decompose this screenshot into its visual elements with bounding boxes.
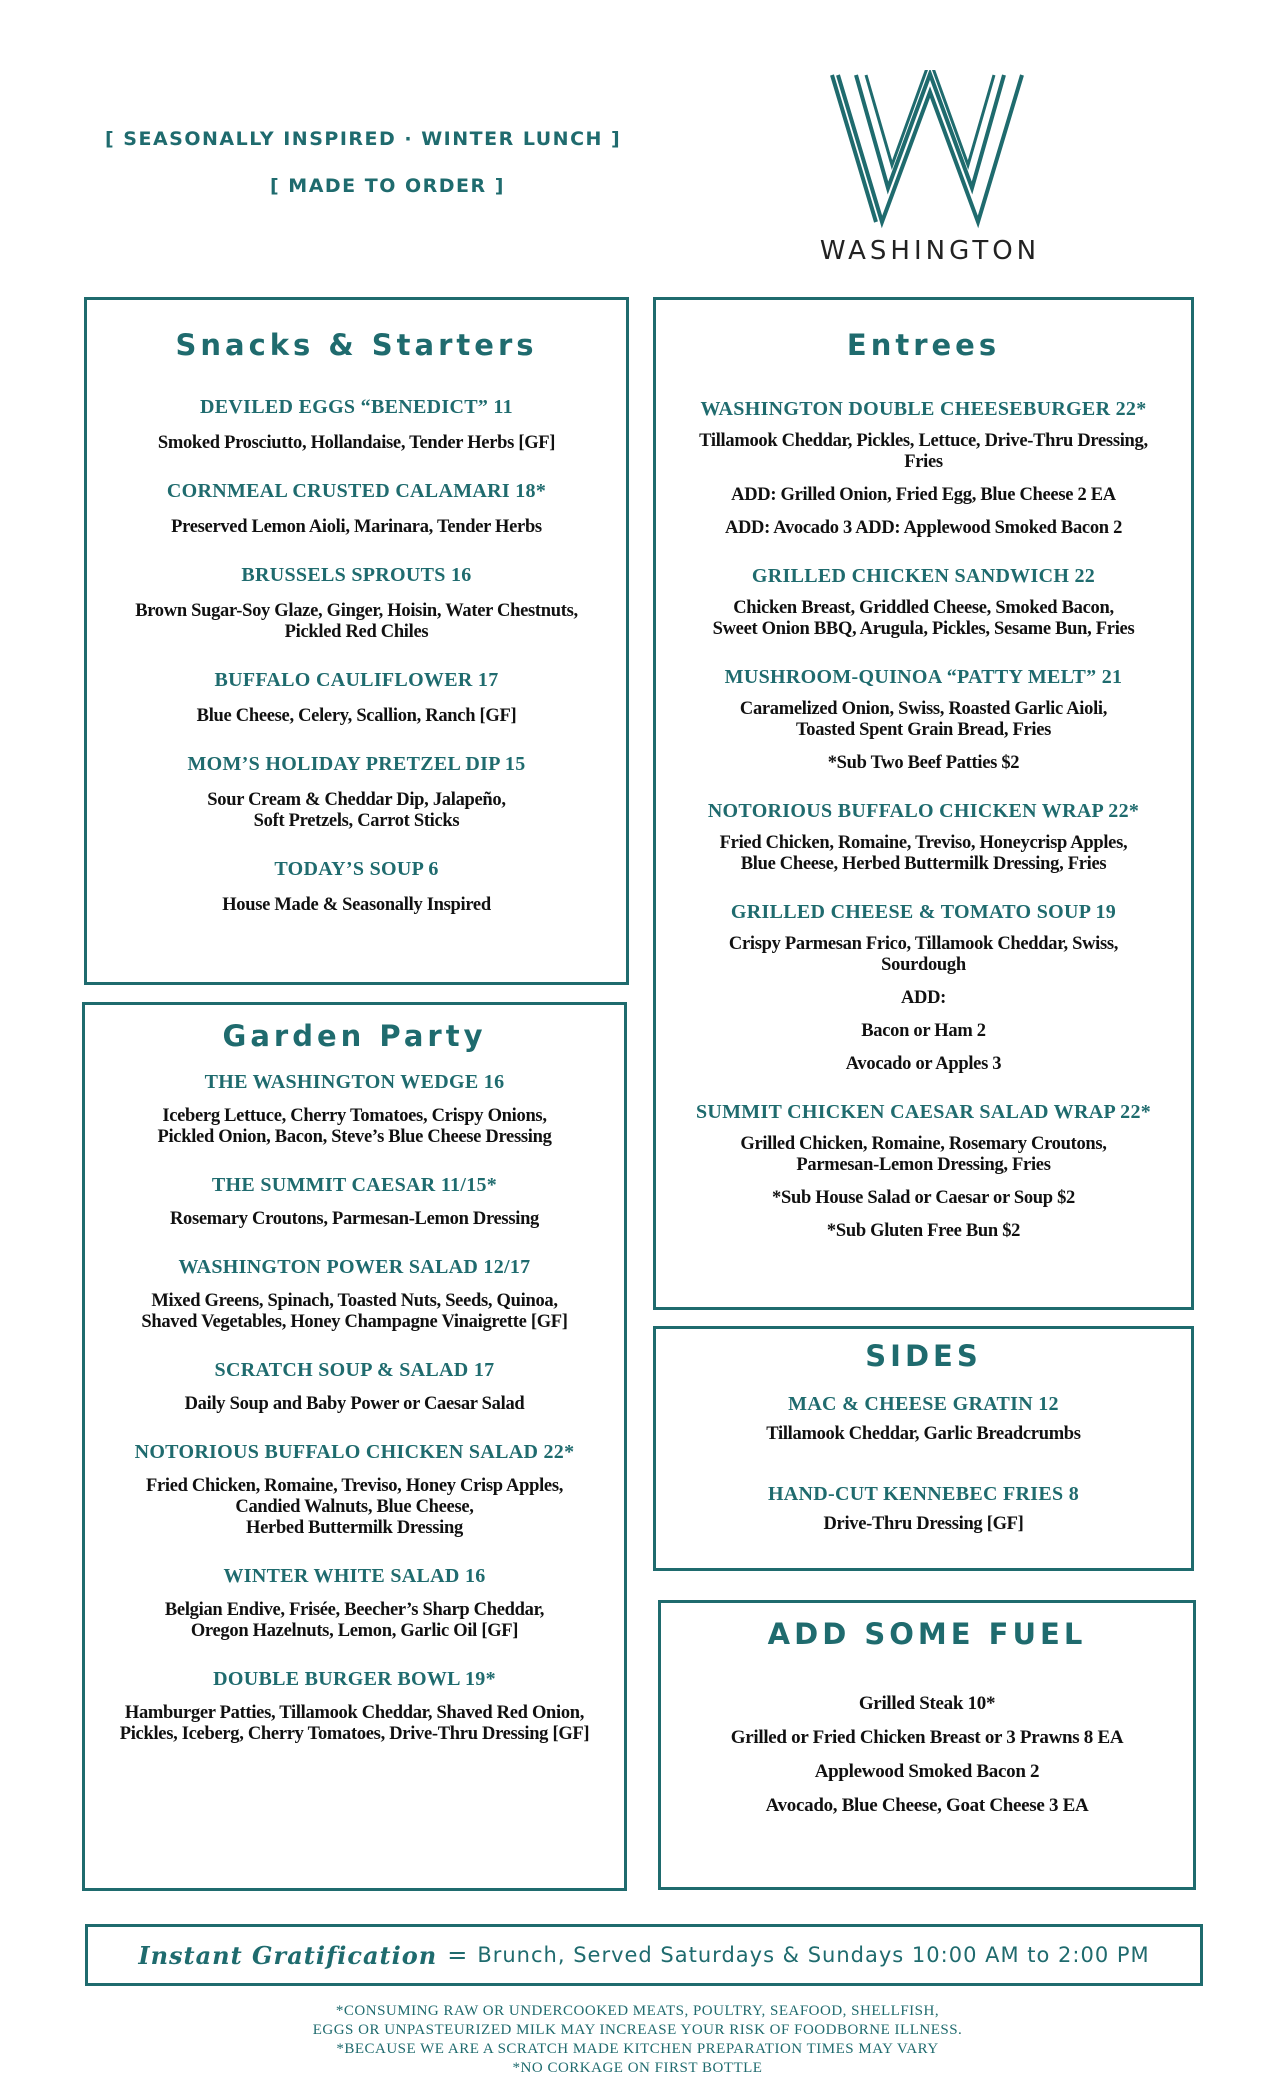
brunch-text: Brunch, Served Saturdays & Sundays 10:00 AM to 2:00 PM	[477, 1943, 1150, 1967]
item-description	[656, 598, 1191, 640]
item-description	[85, 1476, 624, 1539]
description-line: Caramelized Onion, Swiss, Roasted Garlic Aioli,	[739, 699, 1108, 719]
entrees-title: Entrees	[846, 328, 1001, 362]
fuel-lines	[661, 1693, 1193, 1816]
item-description	[656, 699, 1191, 741]
description-line: Brown Sugar-Soy Glaze, Ginger, Hoisin, Water Chestnuts,	[135, 601, 578, 621]
item-name: THE WASHINGTON WEDGE 16	[204, 1071, 505, 1093]
description-line: Soft Pretzels, Carrot Sticks	[253, 811, 460, 831]
item-description	[656, 1514, 1191, 1535]
footer-notice	[0, 2002, 1275, 2078]
description-line: Crispy Parmesan Frico, Tillamook Cheddar, Swiss,	[728, 934, 1119, 954]
fuel-line	[661, 1795, 1193, 1816]
description-line: Preserved Lemon Aioli, Marinara, Tender Herbs	[171, 517, 542, 537]
item-name: BRUSSELS SPROUTS 16	[241, 564, 472, 586]
menu-item	[87, 480, 626, 538]
logo-wordmark: WASHINGTON	[819, 236, 1041, 266]
menu-item	[87, 858, 626, 916]
menu-item	[656, 901, 1191, 1075]
description-line: Rosemary Croutons, Parmesan-Lemon Dressing	[169, 1209, 540, 1229]
entrees-items	[656, 398, 1191, 1242]
item-description	[87, 601, 626, 643]
description-line: Herbed Buttermilk Dressing	[246, 1518, 463, 1538]
menu-item	[85, 1565, 624, 1642]
item-name: THE SUMMIT CAESAR 11/15*	[211, 1174, 498, 1196]
tagline-line2: [ MADE TO ORDER ]	[270, 175, 505, 197]
menu-item	[656, 1393, 1191, 1445]
item-addon: ADD: Grilled Onion, Fried Egg, Blue Cheese 2 EA	[731, 485, 1116, 505]
description-line: Iceberg Lettuce, Cherry Tomatoes, Crispy Onions,	[162, 1106, 547, 1126]
fuel-line-text: Grilled Steak 10*	[858, 1693, 996, 1714]
menu-item	[656, 398, 1191, 539]
menu-item	[85, 1174, 624, 1230]
description-line: Sweet Onion BBQ, Arugula, Pickles, Sesame Bun, Fries	[712, 619, 1135, 639]
item-description	[87, 433, 626, 454]
menu-item	[656, 1101, 1191, 1242]
description-line: Pickled Red Chiles	[284, 622, 429, 642]
w-logo-icon	[830, 70, 1030, 230]
footer-line: *NO CORKAGE ON FIRST BOTTLE	[512, 2060, 763, 2076]
menu-item	[87, 669, 626, 727]
fuel-line-text: Grilled or Fried Chicken Breast or 3 Prawns 8 EA	[730, 1727, 1124, 1748]
sides-title: SIDES	[865, 1339, 982, 1373]
menu-item	[87, 564, 626, 643]
item-addon: *Sub House Salad or Caesar or Soup $2	[772, 1188, 1075, 1208]
item-addon: Avocado or Apples 3	[845, 1054, 1002, 1074]
description-line: Parmesan-Lemon Dressing, Fries	[796, 1155, 1051, 1175]
entrees-section	[653, 297, 1194, 1310]
item-name: MUSHROOM-QUINOA “PATTY MELT” 21	[724, 666, 1123, 688]
item-description	[87, 706, 626, 727]
description-line: Tillamook Cheddar, Pickles, Lettuce, Drive-Thru Dressing,	[699, 431, 1148, 451]
item-name: SUMMIT CHICKEN CAESAR SALAD WRAP 22*	[695, 1101, 1152, 1123]
sides-section	[653, 1326, 1194, 1571]
description-line: Blue Cheese, Herbed Buttermilk Dressing, Fries	[740, 854, 1107, 874]
brunch-label: Instant Gratification	[138, 1940, 438, 1970]
description-line: Fried Chicken, Romaine, Treviso, Honey Crisp Apples,	[145, 1476, 564, 1496]
item-description	[87, 895, 626, 916]
item-description	[85, 1703, 624, 1745]
description-line: Candied Walnuts, Blue Cheese,	[235, 1497, 474, 1517]
brunch-equals: =	[447, 1941, 468, 1969]
item-name: HAND-CUT KENNEBEC FRIES 8	[767, 1483, 1080, 1505]
description-line: Smoked Prosciutto, Hollandaise, Tender Herbs [GF]	[157, 433, 556, 453]
fuel-section	[658, 1600, 1196, 1890]
item-name: TODAY’S SOUP 6	[274, 858, 439, 880]
description-line: Sourdough	[881, 955, 966, 975]
footer-line: *BECAUSE WE ARE A SCRATCH MADE KITCHEN PREPARATION TIMES MAY VARY	[336, 2041, 939, 2057]
fuel-line	[661, 1727, 1193, 1748]
item-description	[87, 517, 626, 538]
footer-line: EGGS OR UNPASTEURIZED MILK MAY INCREASE YOUR RISK OF FOODBORNE ILLNESS.	[312, 2022, 963, 2038]
item-name: MOM’S HOLIDAY PRETZEL DIP 15	[187, 753, 526, 775]
description-line: Toasted Spent Grain Bread, Fries	[795, 720, 1052, 740]
item-addon: ADD: Avocado 3 ADD: Applewood Smoked Bacon 2	[724, 518, 1123, 538]
item-name: GRILLED CHICKEN SANDWICH 22	[751, 565, 1096, 587]
fuel-line	[661, 1761, 1193, 1782]
item-name: WINTER WHITE SALAD 16	[223, 1565, 486, 1587]
menu-item	[85, 1071, 624, 1148]
menu-item	[87, 396, 626, 454]
description-line: Mixed Greens, Spinach, Toasted Nuts, Seeds, Quinoa,	[151, 1291, 558, 1311]
menu-item	[85, 1359, 624, 1415]
description-line: Sour Cream & Cheddar Dip, Jalapeño,	[207, 790, 506, 810]
sides-items	[656, 1393, 1191, 1535]
menu-item	[656, 565, 1191, 640]
item-name: DOUBLE BURGER BOWL 19*	[213, 1668, 496, 1690]
snacks-section	[84, 297, 629, 985]
description-line: Grilled Chicken, Romaine, Rosemary Croutons,	[740, 1134, 1107, 1154]
fuel-line-text: Applewood Smoked Bacon 2	[814, 1761, 1040, 1782]
item-description	[85, 1394, 624, 1415]
fuel-line-text: Avocado, Blue Cheese, Goat Cheese 3 EA	[765, 1795, 1089, 1816]
description-line: Belgian Endive, Frisée, Beecher’s Sharp Cheddar,	[164, 1600, 545, 1620]
description-line: Daily Soup and Baby Power or Caesar Salad	[184, 1394, 525, 1414]
menu-item	[656, 800, 1191, 875]
item-name: NOTORIOUS BUFFALO CHICKEN WRAP 22*	[707, 800, 1140, 822]
menu-item	[656, 1483, 1191, 1535]
item-description	[656, 1134, 1191, 1176]
item-name: CORNMEAL CRUSTED CALAMARI 18*	[166, 480, 547, 502]
description-line: Fries	[904, 452, 943, 472]
description-line: Shaved Vegetables, Honey Champagne Vinaigrette [GF]	[141, 1312, 568, 1332]
item-name: MAC & CHEESE GRATIN 12	[788, 1393, 1059, 1415]
description-line: House Made & Seasonally Inspired	[222, 895, 491, 915]
snacks-title: Snacks & Starters	[175, 328, 538, 362]
item-name: WASHINGTON POWER SALAD 12/17	[178, 1256, 531, 1278]
description-line: Blue Cheese, Celery, Scallion, Ranch [GF]	[196, 706, 517, 726]
item-description	[656, 934, 1191, 976]
description-line: Drive-Thru Dressing [GF]	[823, 1514, 1024, 1534]
item-description	[656, 431, 1191, 473]
footer-line: *CONSUMING RAW OR UNDERCOOKED MEATS, POULTRY, SEAFOOD, SHELLFISH,	[335, 2003, 940, 2019]
garden-section	[82, 1002, 627, 1891]
item-description	[656, 833, 1191, 875]
item-description	[85, 1291, 624, 1333]
item-description	[87, 790, 626, 832]
brunch-banner	[85, 1924, 1203, 1986]
description-line: Chicken Breast, Griddled Cheese, Smoked Bacon,	[733, 598, 1114, 618]
menu-item	[85, 1256, 624, 1333]
item-name: BUFFALO CAULIFLOWER 17	[214, 669, 499, 691]
item-description	[85, 1209, 624, 1230]
snacks-items	[87, 396, 626, 916]
description-line: Pickled Onion, Bacon, Steve’s Blue Cheese Dressing	[157, 1127, 552, 1147]
description-line: Oregon Hazelnuts, Lemon, Garlic Oil [GF]	[190, 1621, 519, 1641]
item-name: DEVILED EGGS “BENEDICT” 11	[200, 396, 513, 418]
description-line: Pickles, Iceberg, Cherry Tomatoes, Drive-Thru Dressing [GF]	[119, 1724, 590, 1744]
menu-item	[85, 1668, 624, 1745]
fuel-line	[661, 1693, 1193, 1714]
garden-title: Garden Party	[222, 1019, 487, 1053]
menu-item	[85, 1441, 624, 1539]
item-name: NOTORIOUS BUFFALO CHICKEN SALAD 22*	[134, 1441, 575, 1463]
item-name: WASHINGTON DOUBLE CHEESEBURGER 22*	[700, 398, 1147, 420]
menu-item	[87, 753, 626, 832]
item-addon: ADD:	[900, 988, 947, 1008]
item-name: GRILLED CHEESE & TOMATO SOUP 19	[730, 901, 1117, 923]
fuel-title: ADD SOME FUEL	[767, 1617, 1087, 1651]
menu-item	[656, 666, 1191, 774]
item-description	[656, 1424, 1191, 1445]
item-addon: *Sub Gluten Free Bun $2	[826, 1221, 1021, 1241]
item-addon: *Sub Two Beef Patties $2	[827, 753, 1020, 773]
item-description	[85, 1106, 624, 1148]
item-name: SCRATCH SOUP & SALAD 17	[214, 1359, 495, 1381]
description-line: Hamburger Patties, Tillamook Cheddar, Shaved Red Onion,	[124, 1703, 585, 1723]
description-line: Fried Chicken, Romaine, Treviso, Honeycrisp Apples,	[719, 833, 1128, 853]
description-line: Tillamook Cheddar, Garlic Breadcrumbs	[766, 1424, 1081, 1444]
item-description	[85, 1600, 624, 1642]
garden-items	[85, 1071, 624, 1745]
item-addon: Bacon or Ham 2	[861, 1021, 986, 1041]
tagline-line1: [ SEASONALLY INSPIRED · WINTER LUNCH ]	[105, 128, 622, 150]
washington-logo	[790, 70, 1070, 280]
